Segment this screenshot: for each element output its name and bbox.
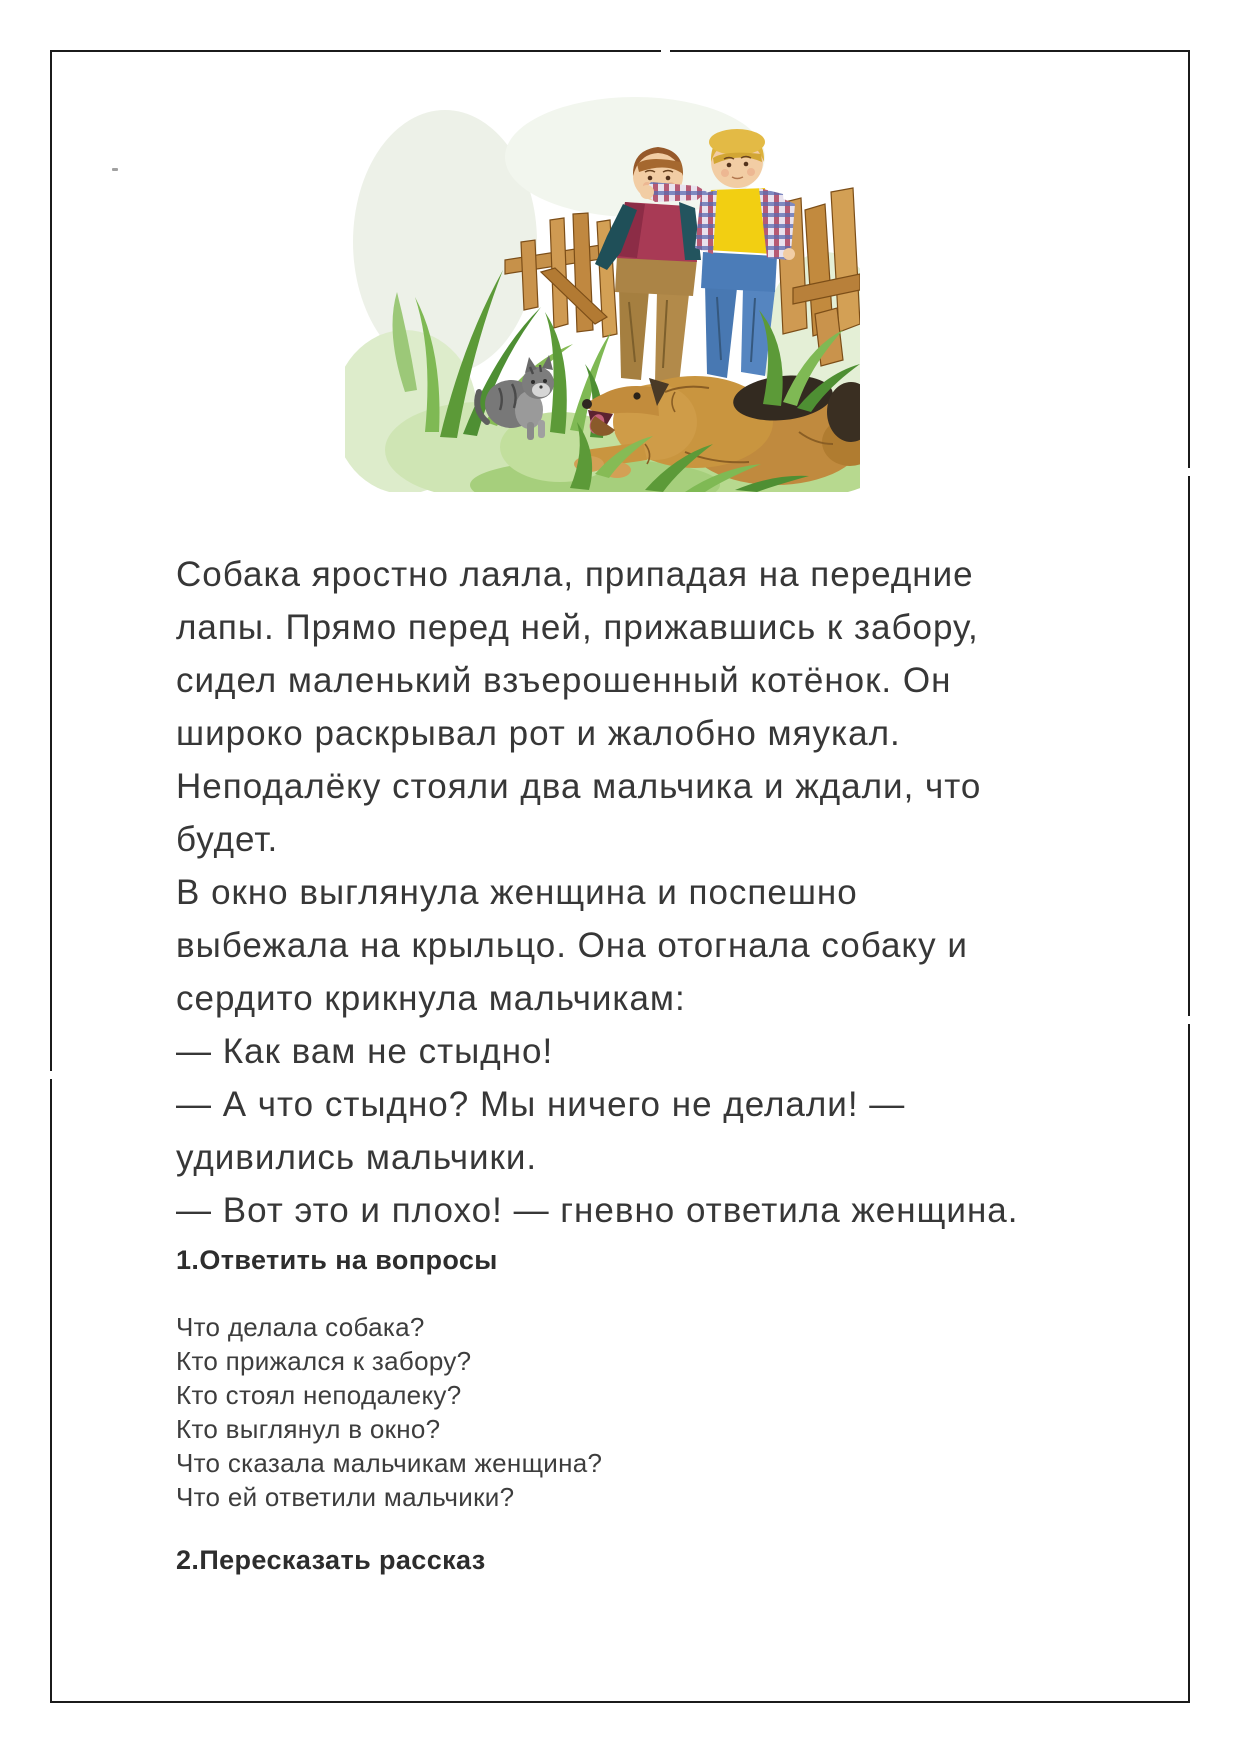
question-item: Кто выглянул в окно? [176, 1414, 441, 1444]
story-line: выбежала на крыльцо. Она отогнала собаку и [176, 926, 968, 965]
question-item: Кто стоял неподалеку? [176, 1380, 462, 1410]
illustration-svg [345, 92, 860, 492]
story-line: Неподалёку стояли два мальчика и ждали, что [176, 767, 982, 806]
scan-speck [112, 168, 118, 171]
border-gap-left [46, 1071, 54, 1079]
story-line: Собака яростно лаяла, припадая на передние [176, 555, 974, 594]
story-line: В окно выглянула женщина и поспешно [176, 873, 858, 912]
story-line: будет. [176, 820, 279, 859]
border-gap-top [661, 48, 670, 55]
story-text [176, 548, 1176, 1237]
story-line: лапы. Прямо перед ней, прижавшись к забору, [176, 608, 979, 647]
questions-list [176, 1310, 1076, 1514]
story-line: широко раскрывал рот и жалобно мяукал. [176, 714, 901, 753]
question-item: Кто прижался к забору? [176, 1346, 472, 1376]
border-gap-right-1 [1186, 468, 1194, 476]
border-gap-right-2 [1186, 1016, 1194, 1024]
story-line: сидел маленький взъерошенный котёнок. Он [176, 661, 952, 700]
story-illustration [345, 92, 860, 492]
story-line: удивились мальчики. [176, 1138, 538, 1177]
story-line: — А что стыдно? Мы ничего не делали! — [176, 1085, 906, 1124]
task-2-heading: 2.Пересказать рассказ [176, 1545, 486, 1575]
question-item: Что делала собака? [176, 1312, 425, 1342]
story-line: — Вот это и плохо! — гневно ответила женщина. [176, 1191, 1019, 1230]
story-line: сердито крикнула мальчикам: [176, 979, 686, 1018]
story-line: — Как вам не стыдно! [176, 1032, 554, 1071]
question-item: Что сказала мальчикам женщина? [176, 1448, 603, 1478]
task-1-heading: 1.Ответить на вопросы [176, 1245, 498, 1275]
question-item: Что ей ответили мальчики? [176, 1482, 515, 1512]
